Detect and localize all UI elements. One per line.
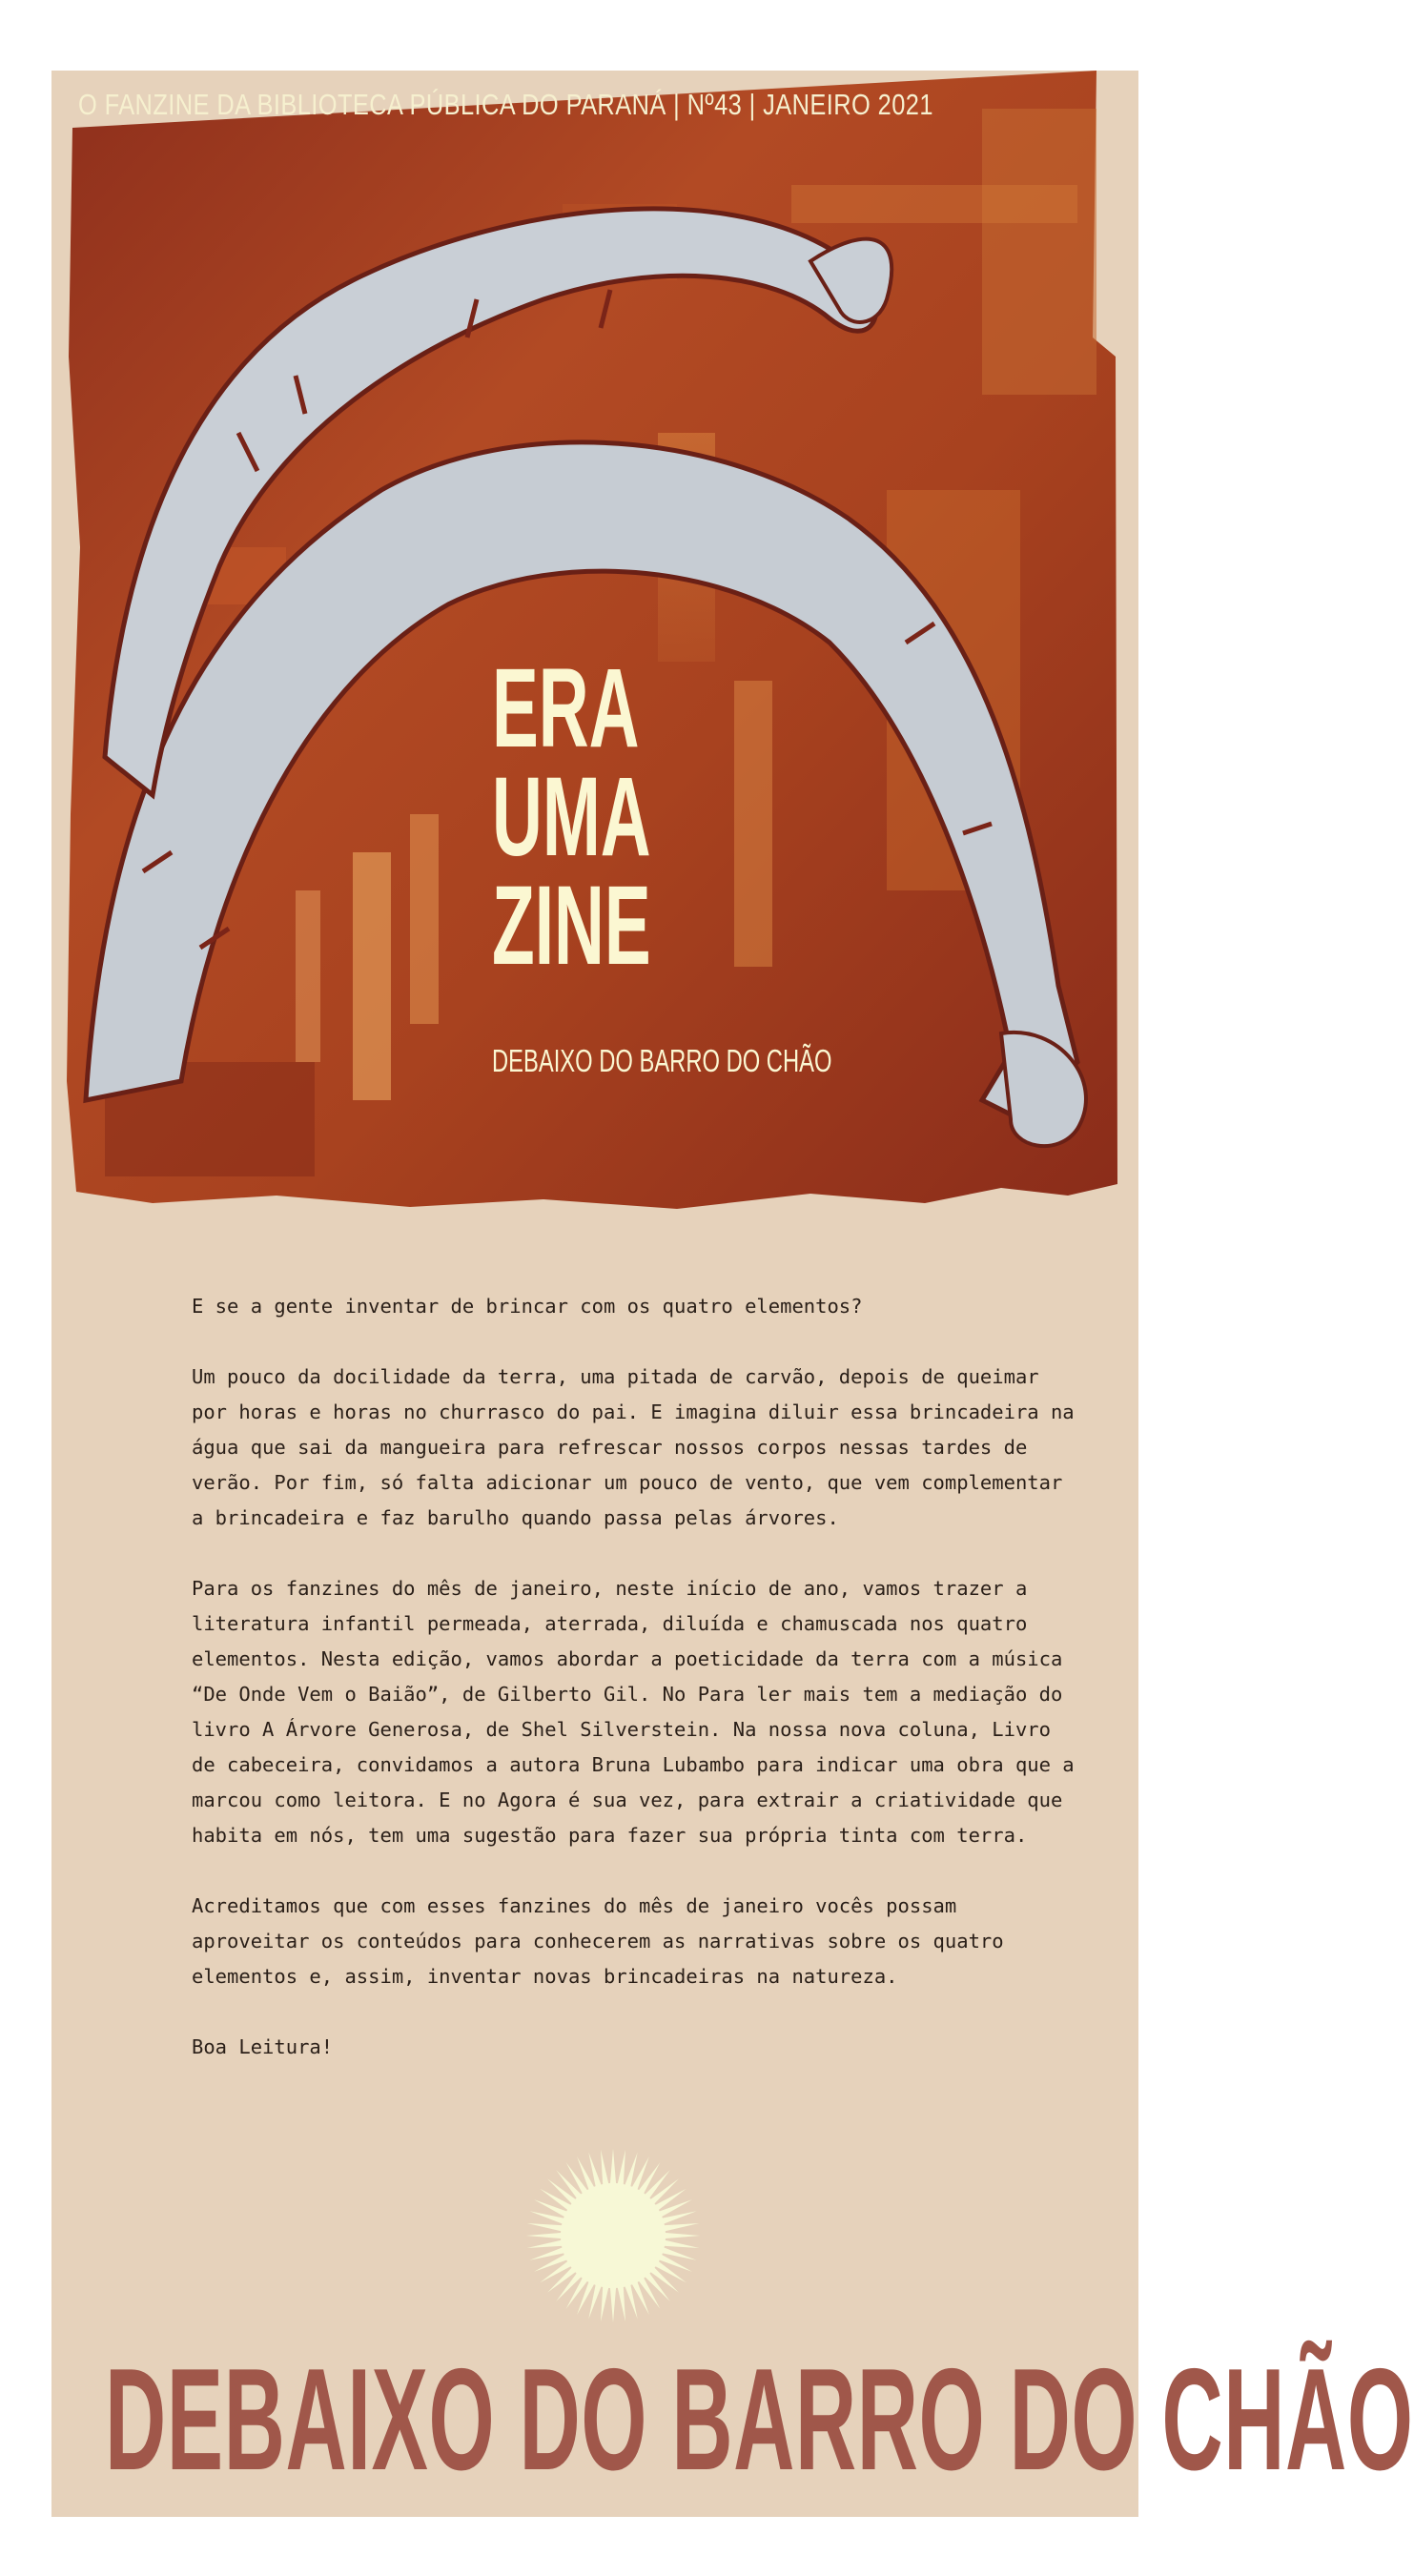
cover-artwork <box>67 71 1117 1209</box>
sun-icon <box>523 2145 704 2326</box>
fanzine-page <box>51 71 1414 2517</box>
paragraph-signoff: Boa Leitura! <box>192 2035 334 2058</box>
paragraph-elements: Um pouco da docilidade da terra, uma pitada de carvão, depois de queimar por horas e horas no churrasco do pai. E imagina diluir essa brincadeira na água que sai da mangueira para refrescar nossos corpos nessas tardes de verão. Por fim, só falta adicionar um pouco de vento, que vem complementar a brincadeira e faz barulho quando passa pelas árvores. <box>192 1365 1075 1529</box>
paragraph-intro: E se a gente inventar de brincar com os quatro elementos? <box>192 1295 863 1318</box>
paragraph-edition: Para os fanzines do mês de janeiro, neste início de ano, vamos trazer a literatura infantil permeada, aterrada, diluída e chamuscada nos quatro elementos. Nesta edição, vamos abordar a poeticidade da terra com a música “De Onde Vem o Baião”, de Gilberto Gil. No Para ler mais tem a mediação do livro A Árvore Generosa, de Shel Silverstein. Na nossa nova coluna, Livro de cabeceira, convidamos a autora Bruna Lubambo para indicar uma obra que a marcou como leitora. E no Agora é sua vez, para extrair a criatividade que habita em nós, tem uma sugestão para fazer sua própria tinta com terra. <box>192 1577 1075 1847</box>
issue-kicker: O FANZINE DA BIBLIOTECA PÚBLICA DO PARANÁ | Nº43 | JANEIRO 2021 <box>78 88 933 121</box>
cover-title <box>492 645 748 989</box>
cover-title-line-2: UMA <box>492 754 651 880</box>
editorial-text <box>192 1289 1078 2100</box>
woodcut-painting <box>67 71 1117 1209</box>
footer-title: DEBAIXO DO BARRO DO CHÃO <box>105 2339 1414 2501</box>
cover-subtitle: DEBAIXO DO BARRO DO CHÃO <box>492 1043 832 1078</box>
cover-title-line-1: ERA <box>492 645 640 771</box>
cover-title-line-3: ZINE <box>492 863 651 989</box>
paragraph-closing: Acreditamos que com esses fanzines do mês de janeiro vocês possam aproveitar os conteúdos para conhecerem as narrativas sobre os quatro elementos e, assim, inventar novas brincadeiras na natureza. <box>192 1894 1004 1988</box>
